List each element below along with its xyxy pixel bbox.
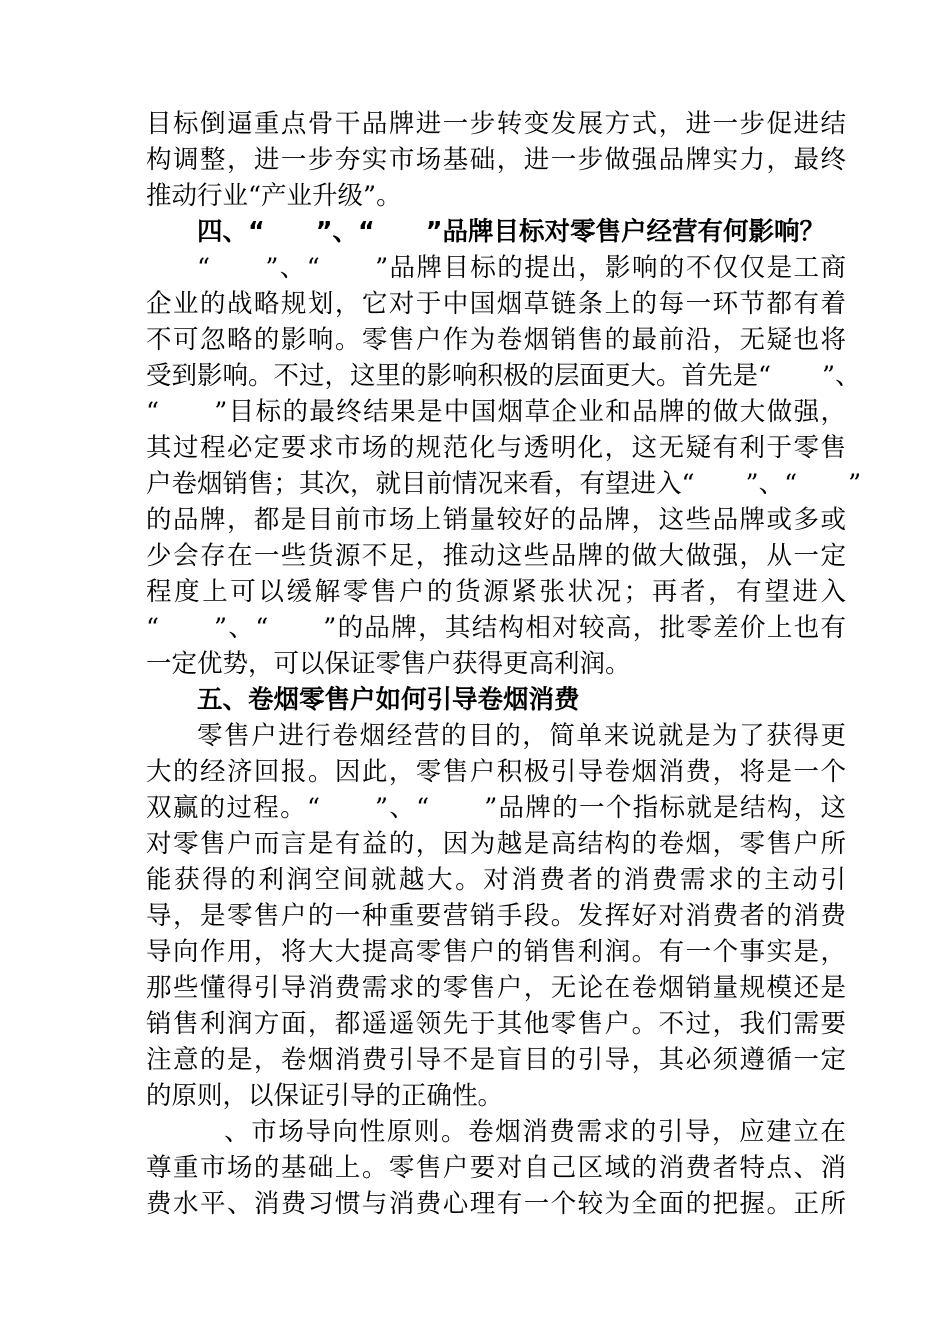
text-line-29: 、市场导向性原则。卷烟消费需求的引导，应建立在 — [197, 1117, 846, 1147]
text-line-27: 注意的是，卷烟消费引导不是盲目的引导，其必须遵循一定 — [146, 1045, 846, 1075]
text-line-12: 的品牌，都是目前市场上销量较好的品牌，这些品牌或多或 — [146, 505, 846, 535]
text-line-16: 一定优势，可以保证零售户获得更高利润。 — [146, 649, 631, 679]
text-line-19: 大的经济回报。因此，零售户积极引导卷烟消费，将是一个 — [146, 757, 846, 787]
text-line-14: 程度上可以缓解零售户的货源紧张状况；再者，有望进入 — [146, 577, 846, 607]
text-line-31: 费水平、消费习惯与消费心理有一个较为全面的把握。正所 — [146, 1189, 846, 1219]
text-line-7: 不可忽略的影响。零售户作为卷烟销售的最前沿，无疑也将 — [146, 325, 846, 355]
text-line-28: 的原则，以保证引导的正确性。 — [146, 1081, 504, 1111]
section-heading-5: 五、卷烟零售户如何引导卷烟消费 — [197, 685, 580, 715]
text-line-10: 其过程必定要求市场的规范化与透明化，这无疑有利于零售 — [146, 433, 846, 463]
text-line-30: 尊重市场的基础上。零售户要对自己区域的消费者特点、消 — [146, 1153, 846, 1183]
text-line-11: 户卷烟销售；其次，就目前情况来看，有望进入“ ”、“ ” — [146, 469, 862, 499]
text-line-20: 双赢的过程。“ ”、“ ”品牌的一个指标就是结构，这 — [146, 793, 846, 823]
text-line-25: 那些懂得引导消费需求的零售户，无论在卷烟销量规模还是 — [146, 973, 846, 1003]
text-line-8: 受到影响。不过，这里的影响积极的层面更大。首先是“ ”、 — [146, 361, 861, 391]
text-line-18: 零售户进行卷烟经营的目的，简单来说就是为了获得更 — [197, 721, 846, 751]
document-body — [146, 106, 862, 1222]
text-line-3: 推动行业“产业升级”。 — [146, 181, 402, 211]
section-heading-4: 四、“ ”、“ ”品牌目标对零售户经营有何影响？ — [197, 217, 826, 247]
text-line-5: “ ”、“ ”品牌目标的提出，影响的不仅仅是工商 — [197, 253, 846, 283]
text-line-6: 企业的战略规划，它对于中国烟草链条上的每一环节都有着 — [146, 289, 846, 319]
text-line-24: 导向作用，将大大提高零售户的销售利润。有一个事实是， — [146, 937, 846, 967]
text-line-13: 少会存在一些货源不足，推动这些品牌的做大做强，从一定 — [146, 541, 846, 571]
text-line-21: 对零售户而言是有益的，因为越是高结构的卷烟，零售户所 — [146, 829, 846, 859]
text-line-9: “ ”目标的最终结果是中国烟草企业和品牌的做大做强， — [146, 397, 846, 427]
text-line-2: 构调整，进一步夯实市场基础，进一步做强品牌实力，最终 — [146, 145, 846, 175]
text-line-15: “ ”、“ ”的品牌，其结构相对较高，批零差价上也有 — [146, 613, 846, 643]
text-line-1: 目标倒逼重点骨干品牌进一步转变发展方式，进一步促进结 — [146, 109, 846, 139]
text-line-26: 销售利润方面，都遥遥领先于其他零售户。不过，我们需要 — [146, 1009, 846, 1039]
text-line-23: 导，是零售户的一种重要营销手段。发挥好对消费者的消费 — [146, 901, 846, 931]
text-line-22: 能获得的利润空间就越大。对消费者的消费需求的主动引 — [146, 865, 846, 895]
